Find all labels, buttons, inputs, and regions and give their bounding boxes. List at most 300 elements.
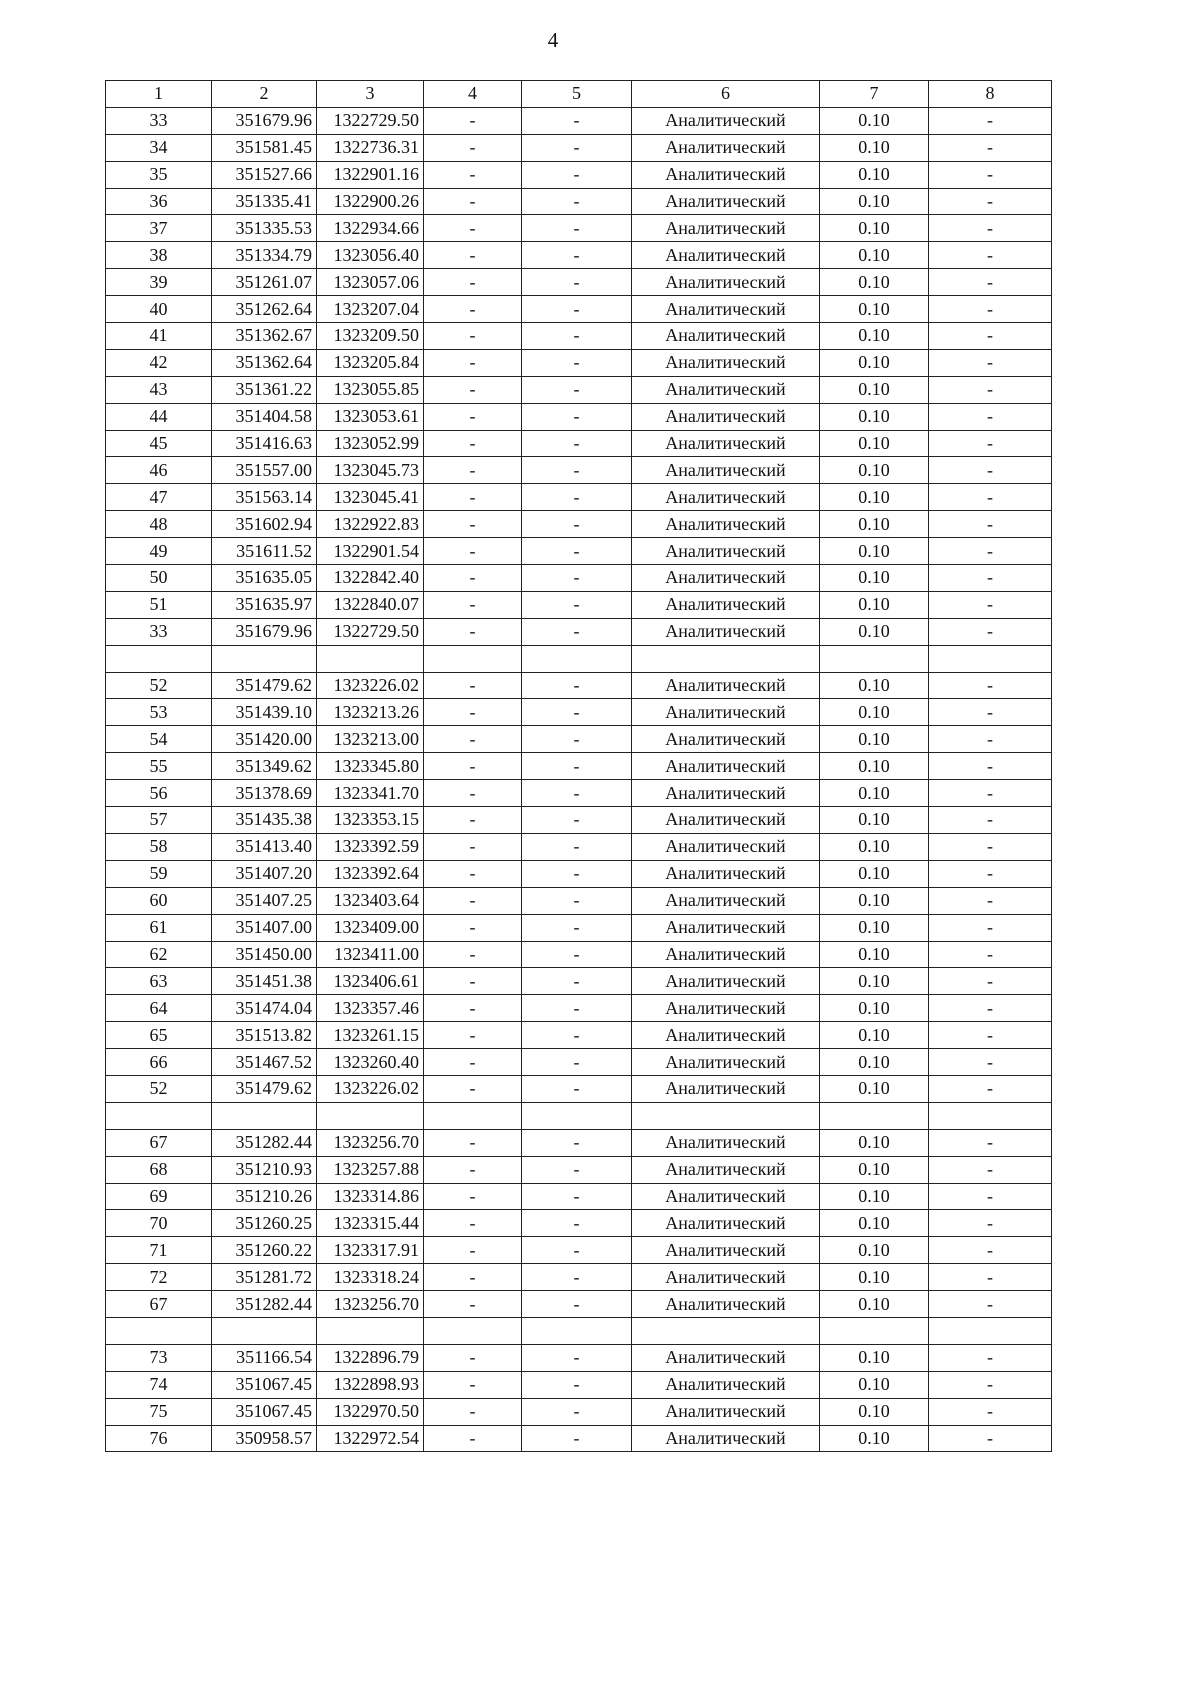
point-number-cell: 52 xyxy=(106,1075,212,1102)
col-5-cell: - xyxy=(522,349,632,376)
accuracy-cell: 0.10 xyxy=(820,1264,929,1291)
method-cell: Аналитический xyxy=(632,323,820,350)
col-8-cell: - xyxy=(929,726,1052,753)
method-cell: Аналитический xyxy=(632,1022,820,1049)
table-row xyxy=(106,1210,1052,1237)
point-number-cell: 71 xyxy=(106,1237,212,1264)
table-row xyxy=(106,1129,1052,1156)
accuracy-cell: 0.10 xyxy=(820,215,929,242)
accuracy-cell: 0.10 xyxy=(820,699,929,726)
header-col-8: 8 xyxy=(929,81,1052,108)
col-8-cell xyxy=(929,1317,1052,1344)
col-5-cell: - xyxy=(522,188,632,215)
y-coordinate-cell: 1323226.02 xyxy=(317,672,424,699)
y-coordinate-cell: 1323055.85 xyxy=(317,376,424,403)
y-coordinate-cell: 1323226.02 xyxy=(317,1075,424,1102)
col-4-cell xyxy=(424,1102,522,1129)
table-row xyxy=(106,1183,1052,1210)
x-coordinate-cell: 351361.22 xyxy=(212,376,317,403)
table-row xyxy=(106,1075,1052,1102)
x-coordinate-cell: 351210.26 xyxy=(212,1183,317,1210)
accuracy-cell: 0.10 xyxy=(820,349,929,376)
method-cell: Аналитический xyxy=(632,269,820,296)
accuracy-cell: 0.10 xyxy=(820,296,929,323)
table-row xyxy=(106,484,1052,511)
x-coordinate-cell: 351679.96 xyxy=(212,107,317,134)
method-cell: Аналитический xyxy=(632,161,820,188)
x-coordinate-cell: 351210.93 xyxy=(212,1156,317,1183)
table-header xyxy=(106,81,1052,108)
accuracy-cell: 0.10 xyxy=(820,780,929,807)
method-cell: Аналитический xyxy=(632,1264,820,1291)
col-8-cell: - xyxy=(929,968,1052,995)
y-coordinate-cell: 1323392.59 xyxy=(317,833,424,860)
col-4-cell: - xyxy=(424,1264,522,1291)
y-coordinate-cell: 1323357.46 xyxy=(317,995,424,1022)
point-number-cell: 41 xyxy=(106,323,212,350)
accuracy-cell: 0.10 xyxy=(820,323,929,350)
x-coordinate-cell: 351166.54 xyxy=(212,1344,317,1371)
col-8-cell: - xyxy=(929,1156,1052,1183)
col-8-cell: - xyxy=(929,1344,1052,1371)
x-coordinate-cell: 351335.53 xyxy=(212,215,317,242)
method-cell: Аналитический xyxy=(632,726,820,753)
y-coordinate-cell: 1323409.00 xyxy=(317,914,424,941)
col-5-cell: - xyxy=(522,323,632,350)
col-5-cell: - xyxy=(522,860,632,887)
col-4-cell: - xyxy=(424,968,522,995)
x-coordinate-cell: 351635.97 xyxy=(212,591,317,618)
col-4-cell: - xyxy=(424,161,522,188)
accuracy-cell: 0.10 xyxy=(820,833,929,860)
y-coordinate-cell: 1323345.80 xyxy=(317,753,424,780)
table-row xyxy=(106,726,1052,753)
page-number: 4 xyxy=(547,28,559,52)
method-cell: Аналитический xyxy=(632,1049,820,1076)
accuracy-cell xyxy=(820,645,929,672)
point-number-cell xyxy=(106,1102,212,1129)
table-row xyxy=(106,780,1052,807)
method-cell: Аналитический xyxy=(632,538,820,565)
header-col-2: 2 xyxy=(212,81,317,108)
y-coordinate-cell: 1323256.70 xyxy=(317,1129,424,1156)
x-coordinate-cell: 351335.41 xyxy=(212,188,317,215)
x-coordinate-cell: 351602.94 xyxy=(212,511,317,538)
method-cell: Аналитический xyxy=(632,1344,820,1371)
table-row xyxy=(106,349,1052,376)
col-8-cell xyxy=(929,645,1052,672)
method-cell: Аналитический xyxy=(632,1075,820,1102)
header-row xyxy=(106,81,1052,108)
point-number-cell: 34 xyxy=(106,134,212,161)
accuracy-cell: 0.10 xyxy=(820,1371,929,1398)
accuracy-cell xyxy=(820,1317,929,1344)
col-8-cell: - xyxy=(929,323,1052,350)
col-5-cell: - xyxy=(522,833,632,860)
col-8-cell: - xyxy=(929,618,1052,645)
point-number-cell: 40 xyxy=(106,296,212,323)
col-8-cell: - xyxy=(929,1210,1052,1237)
x-coordinate-cell: 351362.67 xyxy=(212,323,317,350)
method-cell: Аналитический xyxy=(632,1183,820,1210)
y-coordinate-cell: 1323213.26 xyxy=(317,699,424,726)
col-4-cell: - xyxy=(424,672,522,699)
x-coordinate-cell: 351435.38 xyxy=(212,807,317,834)
x-coordinate-cell: 351067.45 xyxy=(212,1398,317,1425)
accuracy-cell: 0.10 xyxy=(820,457,929,484)
col-4-cell: - xyxy=(424,1425,522,1452)
col-5-cell xyxy=(522,1102,632,1129)
point-number-cell: 38 xyxy=(106,242,212,269)
col-4-cell: - xyxy=(424,618,522,645)
method-cell xyxy=(632,645,820,672)
accuracy-cell: 0.10 xyxy=(820,1129,929,1156)
accuracy-cell: 0.10 xyxy=(820,726,929,753)
accuracy-cell: 0.10 xyxy=(820,1049,929,1076)
y-coordinate-cell xyxy=(317,1102,424,1129)
x-coordinate-cell: 351479.62 xyxy=(212,672,317,699)
col-8-cell: - xyxy=(929,1398,1052,1425)
point-number-cell: 75 xyxy=(106,1398,212,1425)
x-coordinate-cell: 351611.52 xyxy=(212,538,317,565)
col-5-cell xyxy=(522,645,632,672)
col-5-cell: - xyxy=(522,457,632,484)
y-coordinate-cell: 1323209.50 xyxy=(317,323,424,350)
col-4-cell: - xyxy=(424,430,522,457)
y-coordinate-cell: 1322729.50 xyxy=(317,107,424,134)
x-coordinate-cell: 351439.10 xyxy=(212,699,317,726)
col-4-cell: - xyxy=(424,565,522,592)
col-5-cell: - xyxy=(522,995,632,1022)
col-8-cell: - xyxy=(929,887,1052,914)
x-coordinate-cell: 351635.05 xyxy=(212,565,317,592)
x-coordinate-cell: 351378.69 xyxy=(212,780,317,807)
table-row xyxy=(106,457,1052,484)
col-5-cell: - xyxy=(522,1183,632,1210)
y-coordinate-cell: 1322840.07 xyxy=(317,591,424,618)
x-coordinate-cell: 351404.58 xyxy=(212,403,317,430)
col-4-cell: - xyxy=(424,1183,522,1210)
col-4-cell: - xyxy=(424,914,522,941)
table-row xyxy=(106,269,1052,296)
col-4-cell: - xyxy=(424,242,522,269)
table-row xyxy=(106,538,1052,565)
y-coordinate-cell: 1323260.40 xyxy=(317,1049,424,1076)
table-row xyxy=(106,941,1052,968)
method-cell: Аналитический xyxy=(632,430,820,457)
col-8-cell: - xyxy=(929,1022,1052,1049)
table-row xyxy=(106,914,1052,941)
x-coordinate-cell: 351467.52 xyxy=(212,1049,317,1076)
accuracy-cell: 0.10 xyxy=(820,134,929,161)
x-coordinate-cell: 351282.44 xyxy=(212,1129,317,1156)
method-cell: Аналитический xyxy=(632,780,820,807)
col-4-cell: - xyxy=(424,538,522,565)
y-coordinate-cell: 1323057.06 xyxy=(317,269,424,296)
y-coordinate-cell: 1323045.41 xyxy=(317,484,424,511)
x-coordinate-cell: 351563.14 xyxy=(212,484,317,511)
col-5-cell: - xyxy=(522,565,632,592)
col-5-cell: - xyxy=(522,941,632,968)
point-number-cell xyxy=(106,645,212,672)
col-8-cell: - xyxy=(929,1075,1052,1102)
col-4-cell: - xyxy=(424,1210,522,1237)
col-4-cell: - xyxy=(424,457,522,484)
point-number-cell: 64 xyxy=(106,995,212,1022)
point-number-cell: 45 xyxy=(106,430,212,457)
col-4-cell: - xyxy=(424,323,522,350)
x-coordinate-cell: 351261.07 xyxy=(212,269,317,296)
x-coordinate-cell xyxy=(212,645,317,672)
y-coordinate-cell: 1323317.91 xyxy=(317,1237,424,1264)
col-8-cell: - xyxy=(929,1371,1052,1398)
accuracy-cell: 0.10 xyxy=(820,941,929,968)
accuracy-cell: 0.10 xyxy=(820,484,929,511)
col-4-cell: - xyxy=(424,726,522,753)
point-number-cell: 37 xyxy=(106,215,212,242)
accuracy-cell: 0.10 xyxy=(820,887,929,914)
y-coordinate-cell: 1323341.70 xyxy=(317,780,424,807)
col-8-cell: - xyxy=(929,538,1052,565)
point-number-cell: 67 xyxy=(106,1291,212,1318)
accuracy-cell: 0.10 xyxy=(820,1210,929,1237)
y-coordinate-cell: 1323411.00 xyxy=(317,941,424,968)
method-cell: Аналитический xyxy=(632,833,820,860)
col-4-cell: - xyxy=(424,780,522,807)
accuracy-cell: 0.10 xyxy=(820,403,929,430)
point-number-cell: 52 xyxy=(106,672,212,699)
method-cell: Аналитический xyxy=(632,376,820,403)
header-col-5: 5 xyxy=(522,81,632,108)
x-coordinate-cell: 351479.62 xyxy=(212,1075,317,1102)
x-coordinate-cell xyxy=(212,1102,317,1129)
col-4-cell: - xyxy=(424,1344,522,1371)
accuracy-cell: 0.10 xyxy=(820,1398,929,1425)
col-5-cell: - xyxy=(522,376,632,403)
col-4-cell: - xyxy=(424,995,522,1022)
y-coordinate-cell xyxy=(317,645,424,672)
method-cell: Аналитический xyxy=(632,457,820,484)
point-number-cell: 35 xyxy=(106,161,212,188)
y-coordinate-cell: 1323256.70 xyxy=(317,1291,424,1318)
y-coordinate-cell: 1323045.73 xyxy=(317,457,424,484)
accuracy-cell: 0.10 xyxy=(820,968,929,995)
x-coordinate-cell: 351557.00 xyxy=(212,457,317,484)
col-4-cell: - xyxy=(424,188,522,215)
header-col-7: 7 xyxy=(820,81,929,108)
col-8-cell: - xyxy=(929,1425,1052,1452)
method-cell: Аналитический xyxy=(632,807,820,834)
table-row xyxy=(106,1156,1052,1183)
col-8-cell: - xyxy=(929,672,1052,699)
col-5-cell: - xyxy=(522,807,632,834)
separator-row xyxy=(106,645,1052,672)
point-number-cell: 51 xyxy=(106,591,212,618)
accuracy-cell: 0.10 xyxy=(820,1156,929,1183)
col-5-cell: - xyxy=(522,269,632,296)
method-cell: Аналитический xyxy=(632,349,820,376)
y-coordinate-cell: 1322972.54 xyxy=(317,1425,424,1452)
col-4-cell: - xyxy=(424,403,522,430)
method-cell: Аналитический xyxy=(632,134,820,161)
point-number-cell: 56 xyxy=(106,780,212,807)
col-8-cell: - xyxy=(929,1129,1052,1156)
method-cell: Аналитический xyxy=(632,1237,820,1264)
x-coordinate-cell: 350958.57 xyxy=(212,1425,317,1452)
header-col-3: 3 xyxy=(317,81,424,108)
col-5-cell: - xyxy=(522,1129,632,1156)
col-4-cell: - xyxy=(424,511,522,538)
point-number-cell xyxy=(106,1317,212,1344)
col-4-cell: - xyxy=(424,296,522,323)
table-row xyxy=(106,968,1052,995)
col-5-cell: - xyxy=(522,1425,632,1452)
method-cell: Аналитический xyxy=(632,995,820,1022)
y-coordinate-cell: 1322842.40 xyxy=(317,565,424,592)
accuracy-cell: 0.10 xyxy=(820,591,929,618)
method-cell: Аналитический xyxy=(632,484,820,511)
y-coordinate-cell: 1322922.83 xyxy=(317,511,424,538)
accuracy-cell xyxy=(820,1102,929,1129)
separator-row xyxy=(106,1102,1052,1129)
col-5-cell: - xyxy=(522,726,632,753)
accuracy-cell: 0.10 xyxy=(820,753,929,780)
header-col-1: 1 xyxy=(106,81,212,108)
point-number-cell: 57 xyxy=(106,807,212,834)
table-row xyxy=(106,511,1052,538)
table-row xyxy=(106,1049,1052,1076)
method-cell: Аналитический xyxy=(632,591,820,618)
col-4-cell xyxy=(424,645,522,672)
x-coordinate-cell: 351413.40 xyxy=(212,833,317,860)
col-4-cell: - xyxy=(424,107,522,134)
accuracy-cell: 0.10 xyxy=(820,161,929,188)
table-row xyxy=(106,860,1052,887)
accuracy-cell: 0.10 xyxy=(820,1022,929,1049)
col-4-cell xyxy=(424,1317,522,1344)
point-number-cell: 49 xyxy=(106,538,212,565)
y-coordinate-cell: 1323261.15 xyxy=(317,1022,424,1049)
col-5-cell: - xyxy=(522,1371,632,1398)
col-8-cell: - xyxy=(929,1237,1052,1264)
method-cell xyxy=(632,1102,820,1129)
col-5-cell: - xyxy=(522,484,632,511)
header-col-6: 6 xyxy=(632,81,820,108)
y-coordinate-cell: 1323392.64 xyxy=(317,860,424,887)
table-row xyxy=(106,995,1052,1022)
accuracy-cell: 0.10 xyxy=(820,672,929,699)
col-5-cell: - xyxy=(522,1398,632,1425)
accuracy-cell: 0.10 xyxy=(820,1425,929,1452)
method-cell: Аналитический xyxy=(632,403,820,430)
x-coordinate-cell: 351362.64 xyxy=(212,349,317,376)
y-coordinate-cell: 1323052.99 xyxy=(317,430,424,457)
point-number-cell: 50 xyxy=(106,565,212,592)
method-cell: Аналитический xyxy=(632,1398,820,1425)
col-4-cell: - xyxy=(424,860,522,887)
col-4-cell: - xyxy=(424,269,522,296)
col-8-cell: - xyxy=(929,107,1052,134)
point-number-cell: 69 xyxy=(106,1183,212,1210)
y-coordinate-cell: 1323056.40 xyxy=(317,242,424,269)
col-5-cell: - xyxy=(522,1156,632,1183)
y-coordinate-cell: 1323318.24 xyxy=(317,1264,424,1291)
col-5-cell: - xyxy=(522,430,632,457)
accuracy-cell: 0.10 xyxy=(820,107,929,134)
col-8-cell: - xyxy=(929,457,1052,484)
y-coordinate-cell: 1322729.50 xyxy=(317,618,424,645)
table-row xyxy=(106,887,1052,914)
table-row xyxy=(106,430,1052,457)
col-8-cell: - xyxy=(929,403,1052,430)
col-4-cell: - xyxy=(424,215,522,242)
point-number-cell: 46 xyxy=(106,457,212,484)
point-number-cell: 74 xyxy=(106,1371,212,1398)
col-5-cell: - xyxy=(522,618,632,645)
accuracy-cell: 0.10 xyxy=(820,995,929,1022)
col-5-cell: - xyxy=(522,699,632,726)
method-cell: Аналитический xyxy=(632,107,820,134)
x-coordinate-cell: 351450.00 xyxy=(212,941,317,968)
point-number-cell: 47 xyxy=(106,484,212,511)
col-8-cell: - xyxy=(929,753,1052,780)
table-row xyxy=(106,1371,1052,1398)
col-5-cell: - xyxy=(522,1049,632,1076)
point-number-cell: 53 xyxy=(106,699,212,726)
y-coordinate-cell: 1323213.00 xyxy=(317,726,424,753)
x-coordinate-cell: 351407.00 xyxy=(212,914,317,941)
y-coordinate-cell: 1322898.93 xyxy=(317,1371,424,1398)
col-8-cell: - xyxy=(929,188,1052,215)
table-row xyxy=(106,1264,1052,1291)
x-coordinate-cell: 351416.63 xyxy=(212,430,317,457)
col-8-cell: - xyxy=(929,161,1052,188)
table-row xyxy=(106,807,1052,834)
col-8-cell: - xyxy=(929,780,1052,807)
method-cell: Аналитический xyxy=(632,1210,820,1237)
col-5-cell: - xyxy=(522,914,632,941)
col-4-cell: - xyxy=(424,1049,522,1076)
x-coordinate-cell: 351407.20 xyxy=(212,860,317,887)
point-number-cell: 43 xyxy=(106,376,212,403)
accuracy-cell: 0.10 xyxy=(820,1183,929,1210)
y-coordinate-cell: 1323353.15 xyxy=(317,807,424,834)
col-5-cell xyxy=(522,1317,632,1344)
table-row xyxy=(106,699,1052,726)
col-5-cell: - xyxy=(522,134,632,161)
point-number-cell: 39 xyxy=(106,269,212,296)
accuracy-cell: 0.10 xyxy=(820,1344,929,1371)
col-8-cell: - xyxy=(929,242,1052,269)
accuracy-cell: 0.10 xyxy=(820,511,929,538)
col-4-cell: - xyxy=(424,887,522,914)
x-coordinate-cell: 351067.45 xyxy=(212,1371,317,1398)
table-row xyxy=(106,672,1052,699)
col-5-cell: - xyxy=(522,215,632,242)
col-5-cell: - xyxy=(522,672,632,699)
col-5-cell: - xyxy=(522,780,632,807)
table-row xyxy=(106,188,1052,215)
method-cell: Аналитический xyxy=(632,618,820,645)
col-4-cell: - xyxy=(424,807,522,834)
col-4-cell: - xyxy=(424,1075,522,1102)
x-coordinate-cell: 351474.04 xyxy=(212,995,317,1022)
accuracy-cell: 0.10 xyxy=(820,1291,929,1318)
table-row xyxy=(106,215,1052,242)
x-coordinate-cell: 351262.64 xyxy=(212,296,317,323)
header-col-4: 4 xyxy=(424,81,522,108)
col-4-cell: - xyxy=(424,1156,522,1183)
